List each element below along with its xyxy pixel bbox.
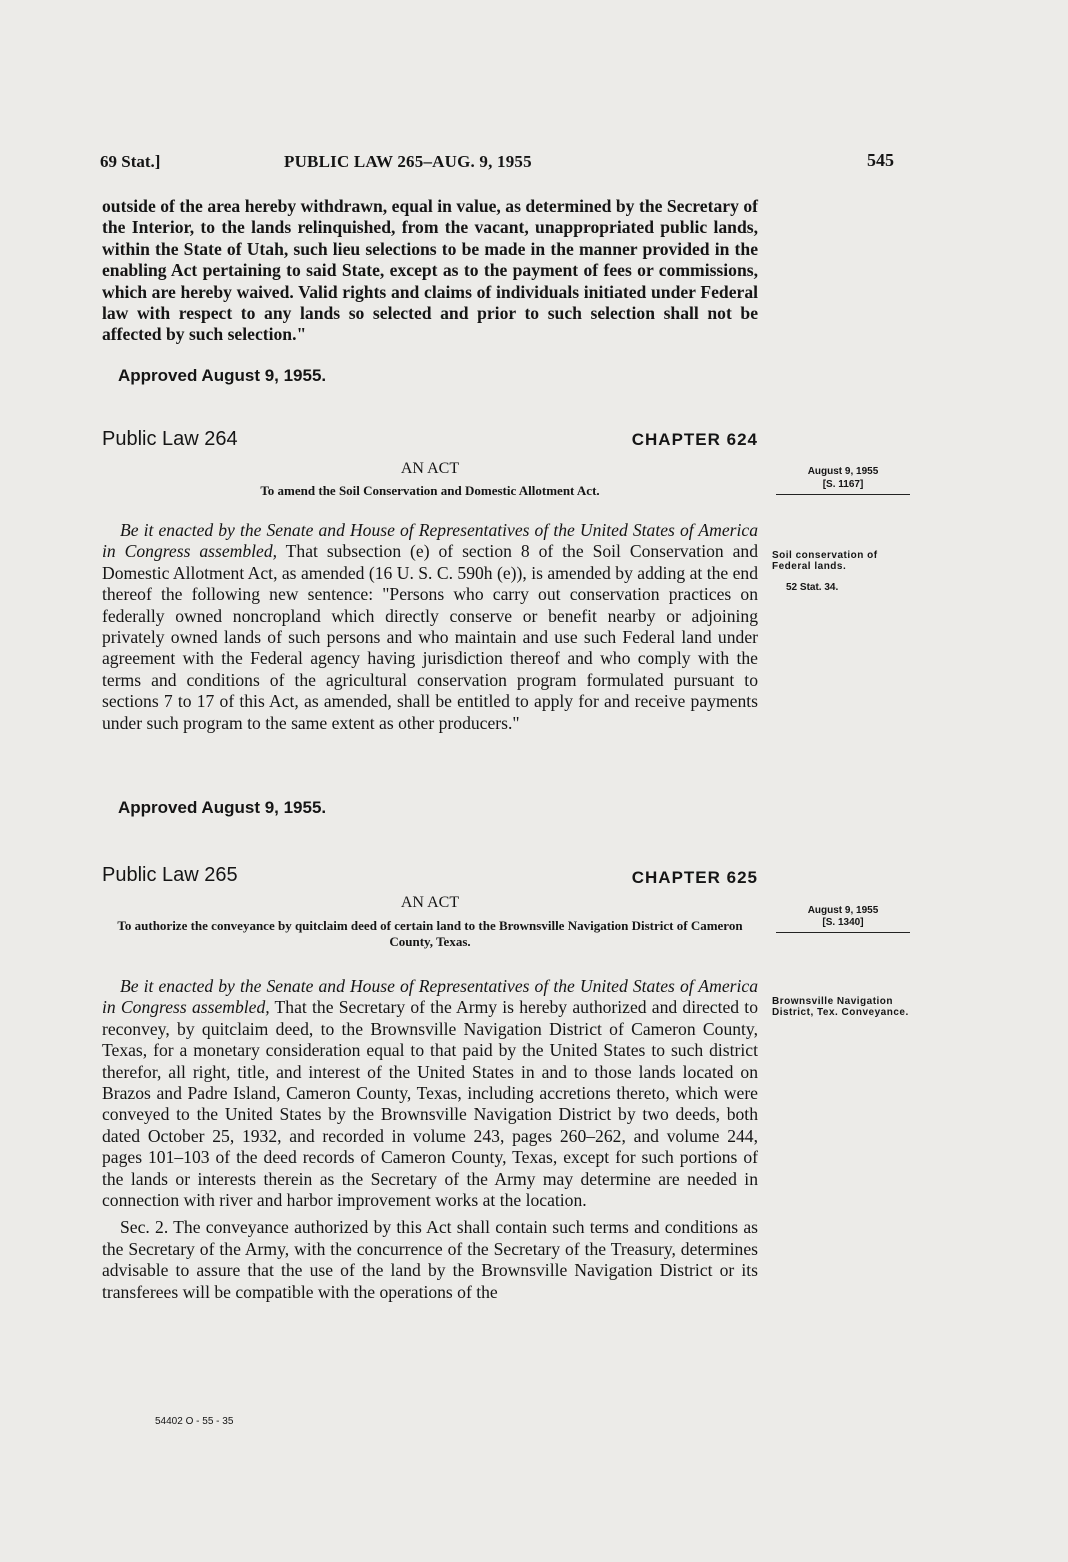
law-265-text [102, 976, 758, 1303]
section-2-text: Sec. 2. The conveyance authorized by this Act shall contain such terms and conditions as the Secretary of the Army, with the concurrence of the Secretary of the Treasury, determines advisable to assure that the use of the land by the Brownsville Navigation District or its transferees will be compatible with the operations of the [102, 1217, 758, 1302]
margin-note-265: Brownsville Navigation District, Tex. Conveyance. [772, 996, 909, 1018]
margin-bill-264: [S. 1167] [822, 479, 864, 490]
enacting-clause-265: Be it enacted by the Senate and House of Representatives of the United States of America in Congress assembled, [102, 976, 758, 1018]
volume-citation: 69 Stat.] [100, 152, 161, 171]
chapter-625: CHAPTER 625 [631, 868, 758, 887]
an-act-heading-264: AN ACT [400, 460, 460, 477]
margin-date-265: August 9, 1955 [807, 905, 879, 916]
continuation-text: outside of the area hereby withdrawn, equal in value, as determined by the Secretary of the Interior, to the lands relinquished, from the vacant, unappropriated public lands, within the State of Utah, such lieu selections to be made in the manner provided in the enabling Act pertaining to said State, except as to the payment of fees or commissions, which are hereby waived. Valid rights and claims of individuals initiated under Federal law with respect to any lands so selected and prior to such selection shall not be affected by such selection." [102, 196, 758, 345]
margin-note-264: Soil conservation of Federal lands. [772, 550, 878, 572]
margin-date-264: August 9, 1955 [807, 466, 879, 477]
law-264-text [102, 520, 758, 734]
print-code: 54402 O - 55 - 35 [155, 1416, 234, 1427]
margin-rule-265 [776, 932, 910, 933]
act-purpose-265: To authorize the conveyance by quitclaim deed of certain land to the Brownsville Navigation District of Cameron County, Texas. [117, 918, 743, 949]
public-law-265: Public Law 265 [102, 864, 238, 886]
margin-rule-264 [776, 494, 910, 495]
law-265-body: That the Secretary of the Army is hereby authorized and directed to reconvey, by quitclaim deed, to the Brownsville Navigation District of Cameron County, Texas, for a monetary consideration equal to that paid by the United States to such district therefor, all right, title, and interest of the United States in and to those lands located on Brazos and Padre Island, Cameron County, Texas, including accretions thereto, which were conveyed to the United States by the Brownsville Navigation District by two deeds, both dated October 25, 1932, and recorded in volume 243, pages 260–262, and volume 244, pages 101–103 of the deed records of Cameron County, Texas, except for such portions of the lands or interests therein as the Secretary of the Army may determine are needed in connection with river and harbor improvement works at the location. [102, 997, 758, 1211]
approved-line-263: Approved August 9, 1955. [118, 366, 327, 385]
page-number: 545 [867, 150, 894, 170]
running-title: PUBLIC LAW 265–AUG. 9, 1955 [284, 152, 532, 171]
enacting-clause-264: Be it enacted by the Senate and House of Representatives of the United States of America in Congress assembled, [102, 520, 758, 562]
law-264-body: That subsection (e) of section 8 of the Soil Conservation and Domestic Allotment Act, as amended (16 U. S. C. 590h (e)), is amended by adding at the end thereof the following new sentence: "Persons who carry out conservation practices on federally owned noncropland which directly conserve or benefit nearby or adjoining privately owned lands of such persons and who maintain and use such Federal land under agreement with the Federal agency having jurisdiction thereof and who comply with the terms and conditions of the agricultural conservation program formulated pursuant to sections 7 to 17 of this Act, as amended, shall be entitled to apply for and receive payments under such program to the same extent as other producers." [102, 541, 759, 733]
chapter-624: CHAPTER 624 [631, 430, 758, 449]
act-purpose-264: To amend the Soil Conservation and Domestic Allotment Act. [260, 483, 600, 498]
approved-line-264: Approved August 9, 1955. [118, 798, 327, 817]
public-law-264: Public Law 264 [102, 428, 238, 450]
margin-cite-264: 52 Stat. 34. [786, 582, 839, 593]
margin-bill-265: [S. 1340] [822, 917, 864, 928]
an-act-heading-265: AN ACT [400, 894, 460, 911]
